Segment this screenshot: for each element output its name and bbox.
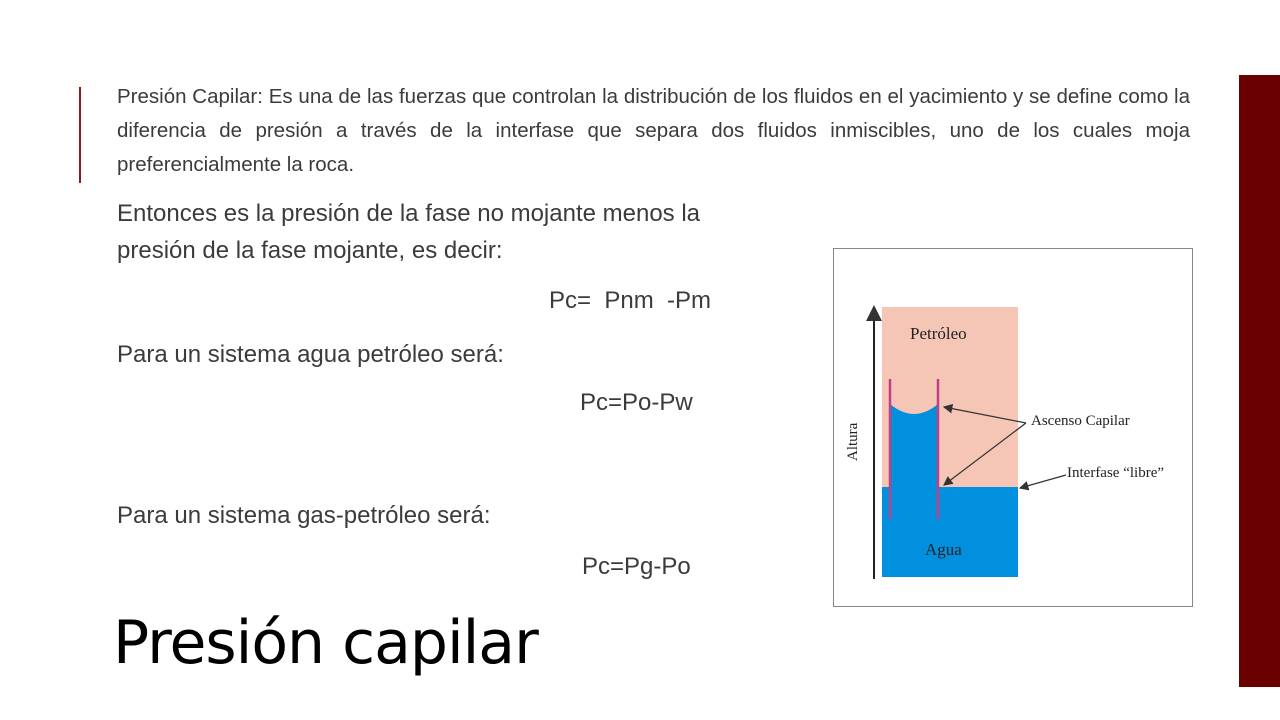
right-accent-bar: [1239, 75, 1280, 687]
capillary-label: Ascenso Capilar: [1031, 413, 1130, 429]
oil-label: Petróleo: [910, 324, 967, 343]
water-region: [882, 487, 1018, 577]
water-oil-text: Para un sistema agua petróleo será:: [117, 341, 504, 368]
definition-line-2: presión de la fase mojante, es decir:: [117, 237, 503, 264]
formula-general: Pc= Pnm -Pm: [549, 287, 712, 314]
formula-gas-oil: Pc=Pg-Po: [582, 553, 691, 580]
page-title: Presión capilar: [113, 608, 538, 678]
water-label: Agua: [925, 540, 962, 559]
axis-label: Altura: [845, 422, 861, 461]
formula-water-oil: Pc=Po-Pw: [580, 389, 693, 416]
capillary-water-column: [890, 404, 938, 487]
accent-line: [79, 87, 81, 183]
capillary-diagram: [833, 248, 1193, 607]
interface-arrow: [1020, 475, 1066, 488]
gas-oil-text: Para un sistema gas-petróleo será:: [117, 502, 491, 529]
interface-label: Interfase “libre”: [1067, 465, 1165, 481]
definition-line-1: Entonces es la presión de la fase no mojante menos la: [117, 200, 701, 227]
intro-paragraph: Presión Capilar: Es una de las fuerzas que controlan la distribución de los fluidos en el yacimiento y se define como la diferencia de presión a través de la interfase que separa dos fluidos inmiscibles, uno de los cuales moja preferencialmente la roca.: [117, 85, 1190, 176]
